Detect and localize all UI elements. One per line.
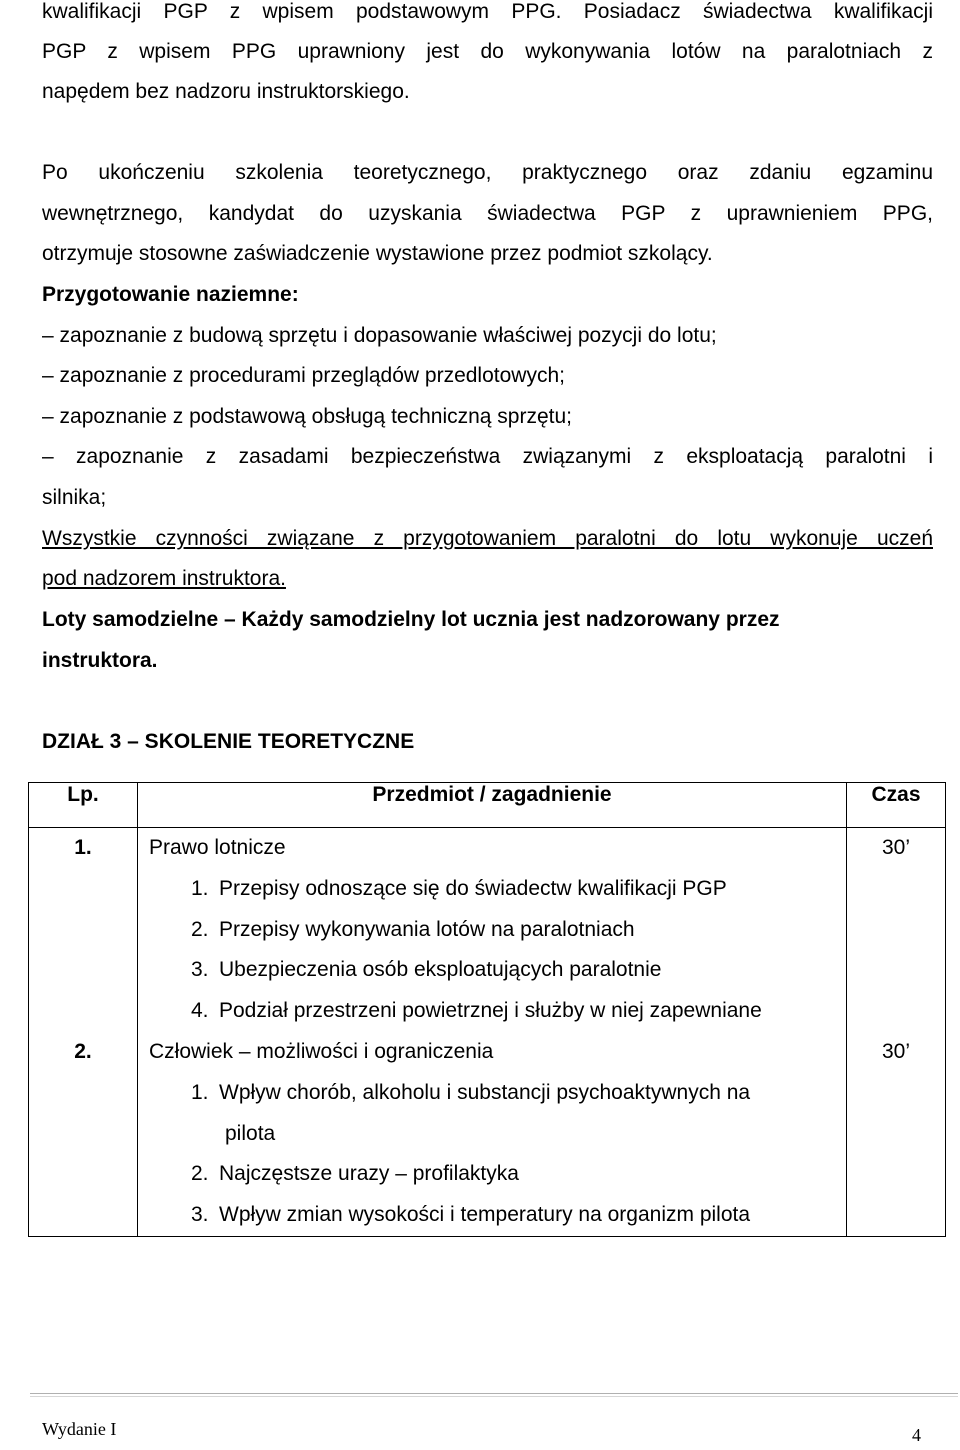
footer-divider-shadow	[30, 1396, 958, 1397]
ground-prep-item: – zapoznanie z budową sprzętu i dopasowanie właściwej pozycji do lotu;	[42, 324, 717, 347]
ground-prep-note-line2-wrap	[42, 559, 933, 600]
topic-item	[149, 869, 846, 910]
topic-number: 1.	[191, 1080, 209, 1104]
table-header-row	[29, 783, 946, 828]
topic-item	[149, 991, 846, 1032]
topic-item	[149, 1073, 846, 1114]
ground-prep-item: – zapoznanie z procedurami przeglądów przedlotowych;	[42, 364, 565, 387]
table-row	[29, 1032, 946, 1236]
row-lp: 1.	[29, 828, 138, 1032]
ground-prep-note-line2: pod nadzorem instruktora.	[42, 567, 286, 590]
page-number: 4	[912, 1425, 921, 1445]
row-subject-cell	[138, 828, 847, 1032]
topic-number: 3.	[191, 1203, 209, 1227]
solo-flights-line2: instruktora.	[42, 649, 158, 672]
topic-number: 3.	[191, 958, 209, 982]
topic-text: Przepisy wykonywania lotów na paralotniach	[219, 917, 635, 941]
ground-prep-item: – zapoznanie z zasadami bezpieczeństwa związanymi z eksploatacją paralotni i	[42, 445, 933, 468]
topic-number: 1.	[191, 876, 209, 900]
theory-training-table	[28, 782, 946, 1237]
ground-prep-item-continued: silnika;	[42, 486, 107, 509]
row-subject: Prawo lotnicze	[149, 836, 286, 859]
completion-paragraph-line2: wewnętrznego, kandydat do uzyskania świadectwa PGP z uprawnieniem PPG,	[42, 202, 933, 225]
intro-paragraph-line2: PGP z wpisem PPG uprawniony jest do wykonywania lotów na paralotniach z	[42, 40, 933, 63]
row-subject: Człowiek – możliwości i ograniczenia	[149, 1039, 494, 1063]
topic-text: Ubezpieczenia osób eksploatujących paralotnie	[219, 958, 662, 982]
ground-prep-note-line1: Wszystkie czynności związane z przygotowaniem paralotni do lotu wykonuje uczeń	[42, 527, 933, 550]
topic-text-continued: pilota	[225, 1121, 276, 1145]
intro-paragraph-line3: napędem bez nadzoru instruktorskiego.	[42, 80, 410, 103]
row-time: 30’	[847, 1032, 946, 1236]
topic-number: 4.	[191, 999, 209, 1023]
ground-prep-heading: Przygotowanie naziemne:	[42, 283, 299, 306]
solo-flights-line1: Loty samodzielne – Każdy samodzielny lot ucznia jest nadzorowany przez	[42, 608, 780, 631]
completion-paragraph-line3: otrzymuje stosowne zaświadczenie wystawione przez podmiot szkolący.	[42, 242, 713, 265]
topic-item	[149, 1154, 846, 1195]
row-subject-cell	[138, 1032, 847, 1236]
row-lp: 2.	[29, 1032, 138, 1236]
header-lp: Lp.	[29, 783, 138, 828]
topic-number: 2.	[191, 917, 209, 941]
topic-text: Wpływ zmian wysokości i temperatury na organizm pilota	[219, 1203, 751, 1227]
topic-text: Najczęstsze urazy – profilaktyka	[219, 1162, 519, 1186]
topic-item	[149, 910, 846, 951]
footer-divider	[30, 1393, 958, 1394]
table-row	[29, 828, 946, 1032]
topic-text: Wpływ chorób, alkoholu i substancji psychoaktywnych na	[219, 1080, 751, 1104]
header-subject: Przedmiot / zagadnienie	[138, 783, 847, 828]
topic-number: 2.	[191, 1162, 209, 1186]
ground-prep-item: – zapoznanie z podstawową obsługą techniczną sprzętu;	[42, 405, 573, 428]
intro-paragraph-line1: kwalifikacji PGP z wpisem podstawowym PPG. Posiadacz świadectwa kwalifikacji	[42, 0, 933, 23]
footer-edition: Wydanie I	[42, 1419, 117, 1439]
topic-text: Podział przestrzeni powietrznej i służby w niej zapewniane	[219, 999, 762, 1023]
header-time: Czas	[847, 783, 946, 828]
completion-paragraph-line1: Po ukończeniu szkolenia teoretycznego, praktycznego oraz zdaniu egzaminu	[42, 161, 933, 184]
topic-text: Przepisy odnoszące się do świadectw kwalifikacji PGP	[219, 876, 727, 900]
topic-item	[149, 950, 846, 991]
row-time: 30’	[847, 828, 946, 1032]
section-title: DZIAŁ 3 – SKOLENIE TEORETYCZNE	[42, 730, 415, 753]
topic-item	[149, 1195, 846, 1236]
